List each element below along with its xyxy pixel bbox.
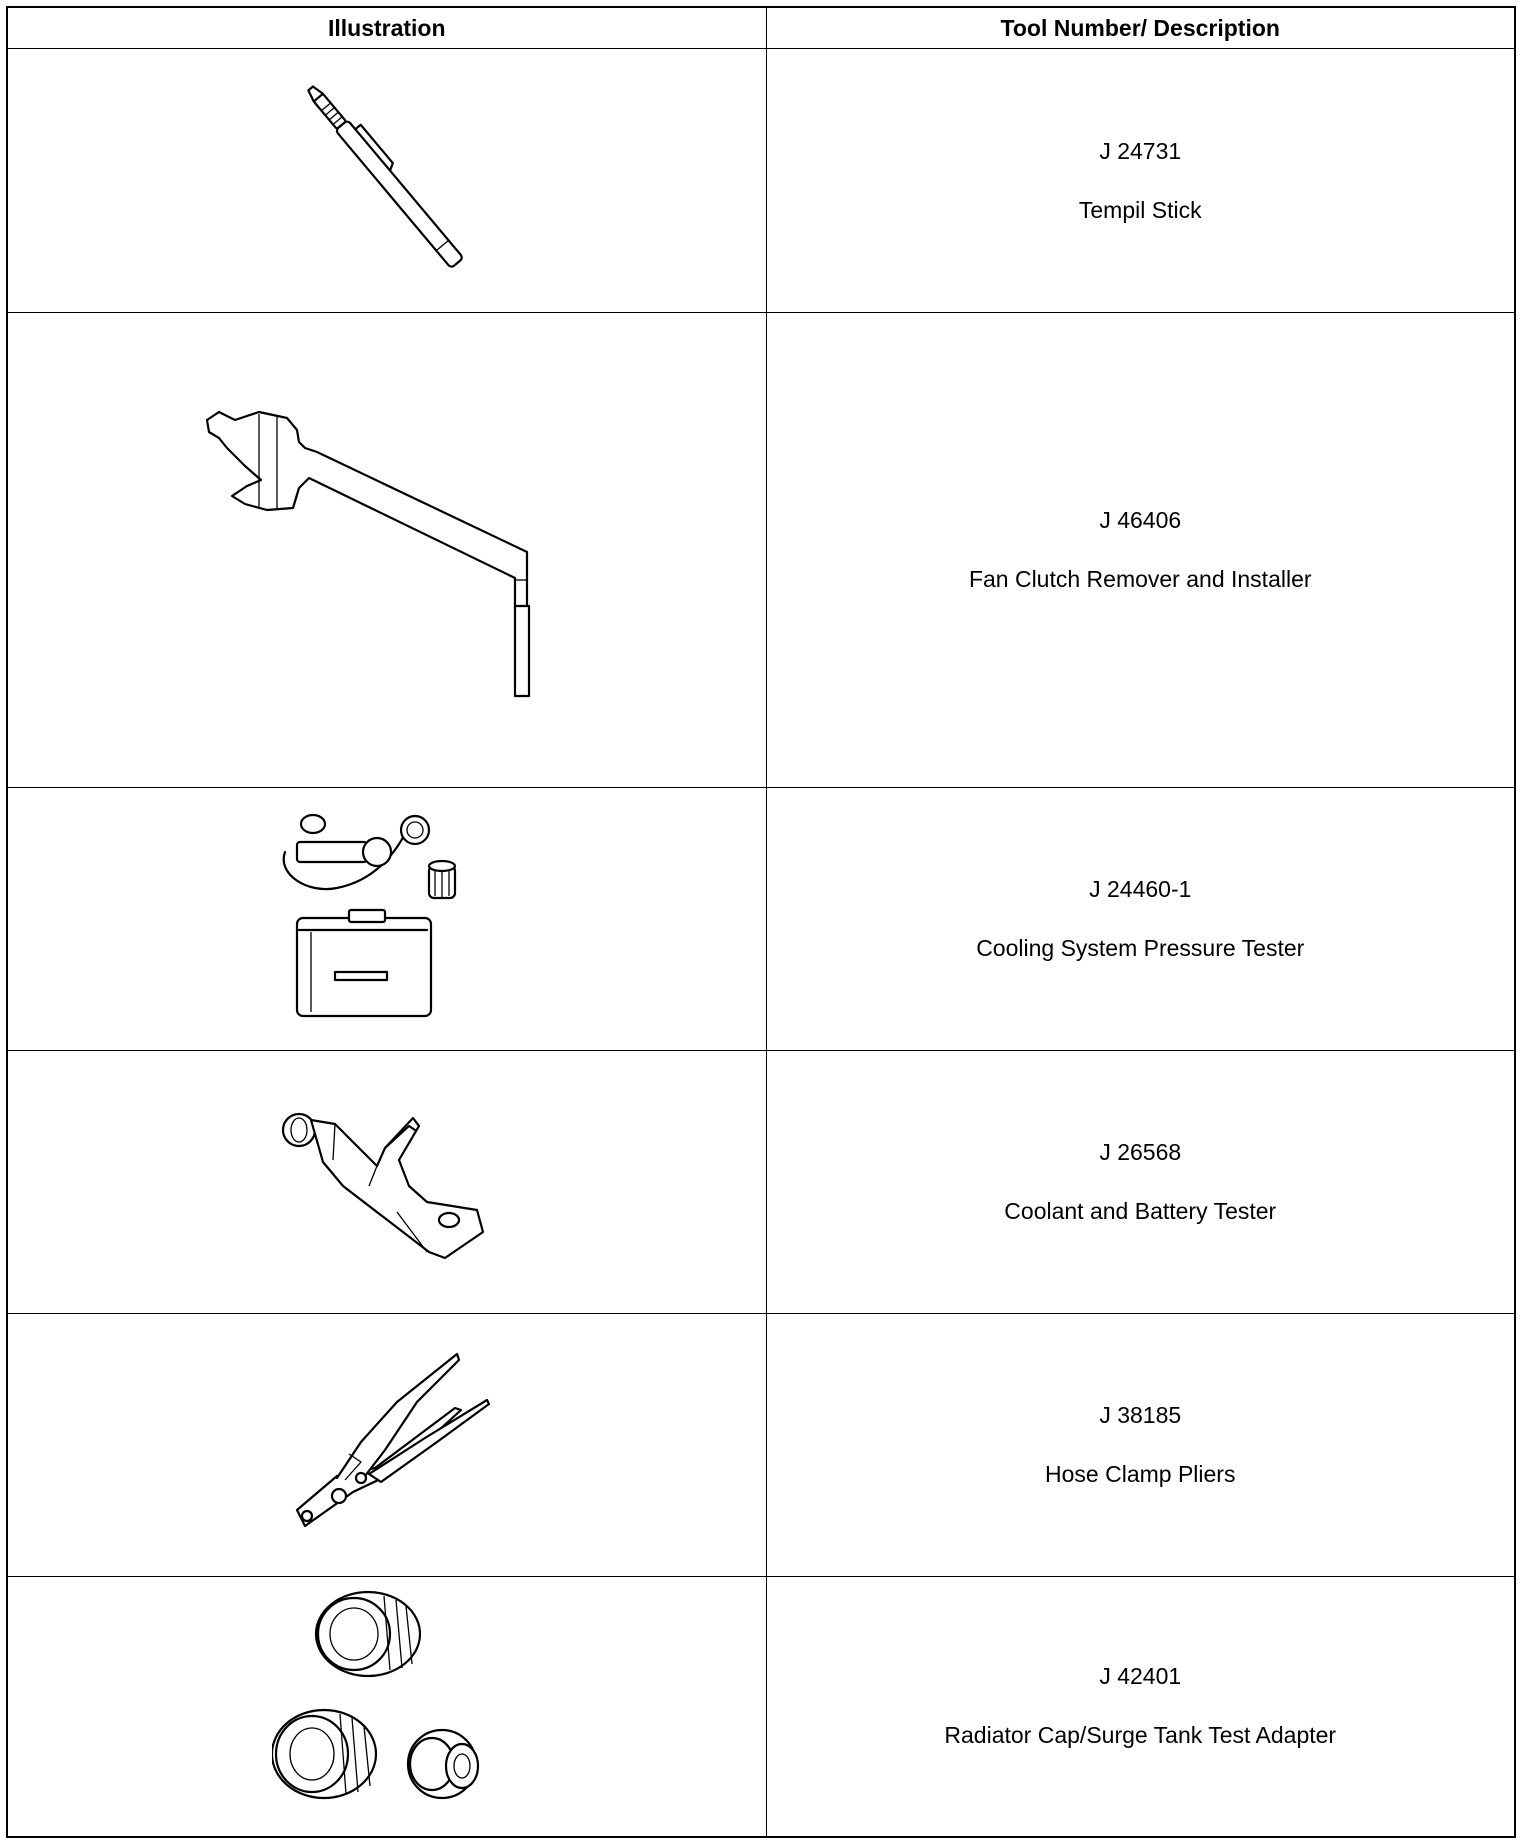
table-row xyxy=(7,1577,1515,1837)
table-row xyxy=(7,49,1515,313)
tool-description-cell xyxy=(766,1051,1515,1314)
tool-number: J 24460-1 xyxy=(1089,876,1192,902)
tool-description-cell xyxy=(766,49,1515,313)
special-tools-table xyxy=(6,6,1516,1838)
tool-number: J 26568 xyxy=(1099,1139,1182,1165)
cap-adapters-illustration xyxy=(272,1586,502,1826)
header-tool-description: Tool Number/ Description xyxy=(766,7,1515,49)
tool-number: J 38185 xyxy=(1099,1402,1182,1428)
header-row xyxy=(7,7,1515,49)
pressure-tester-kit-illustration xyxy=(277,814,497,1024)
tool-number: J 46406 xyxy=(1099,507,1182,533)
illustration-cell xyxy=(7,49,766,313)
tool-name: Cooling System Pressure Tester xyxy=(976,935,1305,961)
tool-name: Fan Clutch Remover and Installer xyxy=(968,566,1312,592)
tool-name: Radiator Cap/Surge Tank Test Adapter xyxy=(944,1722,1337,1749)
tool-number: J 24731 xyxy=(1099,137,1182,164)
illustration-cell xyxy=(7,1051,766,1314)
tool-name: Coolant and Battery Tester xyxy=(1004,1198,1277,1224)
tool-description-cell xyxy=(766,313,1515,788)
header-illustration: Illustration xyxy=(7,7,766,49)
tool-number: J 42401 xyxy=(1099,1663,1182,1690)
tool-name: Hose Clamp Pliers xyxy=(1045,1461,1236,1487)
illustration-cell xyxy=(7,1577,766,1837)
tool-description-cell xyxy=(766,1314,1515,1577)
table-row xyxy=(7,313,1515,788)
tool-name: Tempil Stick xyxy=(1078,196,1202,223)
refractometer-illustration xyxy=(277,1102,497,1262)
hose-clamp-pliers-illustration xyxy=(277,1350,497,1540)
tool-description-cell xyxy=(766,1577,1515,1837)
tool-description-cell xyxy=(766,788,1515,1051)
table-row xyxy=(7,1314,1515,1577)
table-row xyxy=(7,1051,1515,1314)
illustration-cell xyxy=(7,313,766,788)
illustration-cell xyxy=(7,788,766,1051)
tempil-stick-illustration xyxy=(287,81,487,281)
illustration-cell xyxy=(7,1314,766,1577)
fan-clutch-wrench-illustration xyxy=(197,400,577,700)
table-row xyxy=(7,788,1515,1051)
